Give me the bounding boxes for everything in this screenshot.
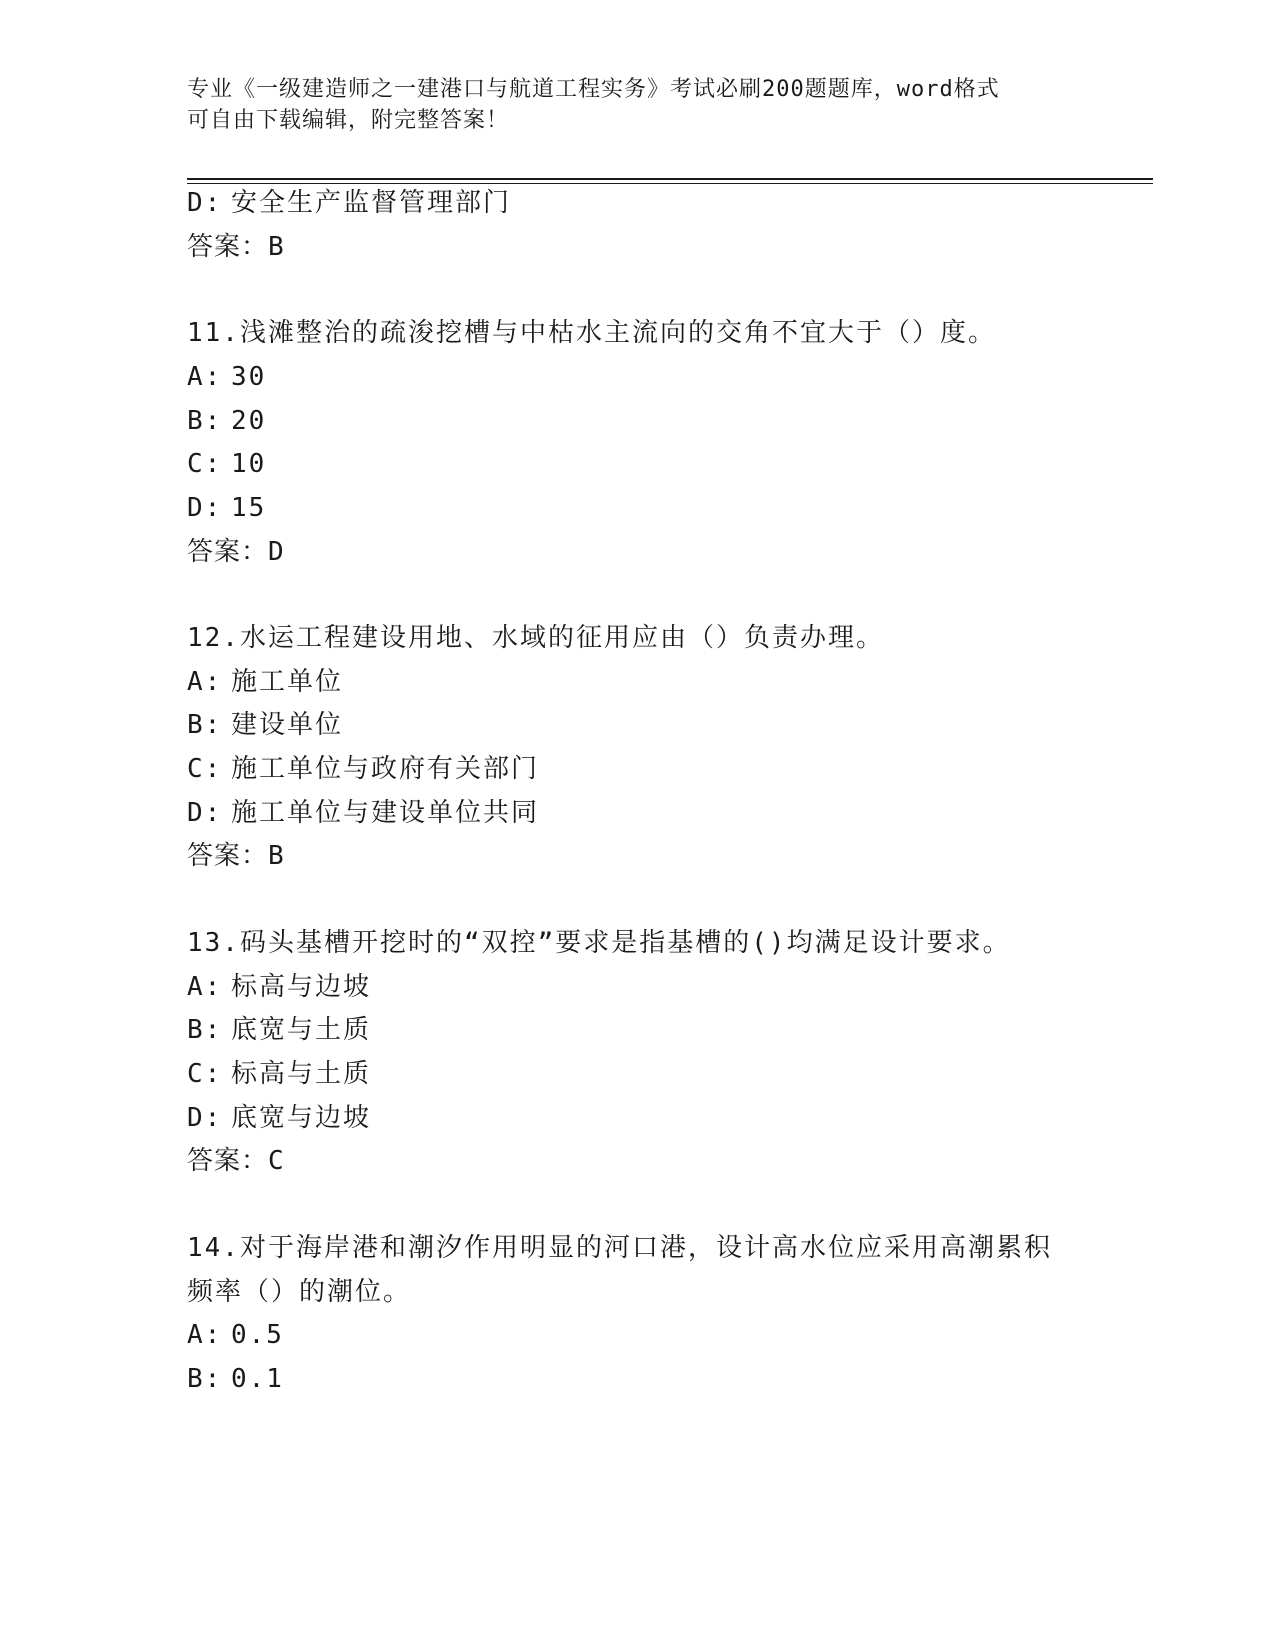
- question-11-stem: 11.浅滩整治的疏浚挖槽与中枯水主流向的交角不宜大于（）度。: [187, 318, 996, 348]
- option-key: D:: [187, 188, 223, 218]
- question-11-option-d: [187, 491, 266, 525]
- option-key: A:: [187, 667, 223, 697]
- question-14-stem-line-1: 14.对于海岸港和潮汐作用明显的河口港，设计高水位应采用高潮累积: [187, 1233, 1052, 1263]
- option-text: 安全生产监督管理部门: [231, 188, 512, 218]
- option-key: C:: [187, 754, 223, 784]
- option-text: 底宽与边坡: [231, 1103, 372, 1133]
- option-text: 底宽与土质: [231, 1015, 372, 1045]
- option-key: C:: [187, 449, 223, 479]
- question-12-option-d: [187, 796, 539, 830]
- option-text: 标高与土质: [231, 1059, 372, 1089]
- option-key: D:: [187, 798, 223, 828]
- prev-option-d: [187, 186, 511, 220]
- option-key: D:: [187, 493, 223, 523]
- question-11-answer: 答案：D: [187, 537, 285, 567]
- option-text: 建设单位: [231, 710, 344, 740]
- question-13-stem: 13.码头基槽开挖时的“双控”要求是指基槽的()均满足设计要求。: [187, 928, 1011, 958]
- question-12-option-c: [187, 752, 539, 786]
- option-text: 10: [231, 449, 267, 479]
- question-12-option-b: [187, 708, 343, 742]
- option-key: A:: [187, 1320, 223, 1350]
- option-key: A:: [187, 362, 223, 392]
- option-text: 0.1: [231, 1364, 284, 1394]
- option-key: B:: [187, 1015, 223, 1045]
- option-key: A:: [187, 972, 223, 1002]
- option-text: 20: [231, 406, 267, 436]
- option-key: C:: [187, 1059, 223, 1089]
- header-line-2: 可自由下载编辑，附完整答案！: [187, 108, 510, 133]
- header-line-1: 专业《一级建造师之一建港口与航道工程实务》考试必刷200题题库，word格式: [187, 77, 1000, 102]
- question-14-option-a: [187, 1318, 284, 1352]
- option-text: 施工单位: [231, 667, 344, 697]
- question-11-option-b: [187, 404, 266, 438]
- prev-answer: 答案：B: [187, 232, 285, 262]
- option-key: B:: [187, 1364, 223, 1394]
- question-12-answer: 答案：B: [187, 841, 285, 871]
- question-12-option-a: [187, 665, 343, 699]
- option-text: 施工单位与建设单位共同: [231, 798, 540, 828]
- document-header: [187, 74, 1087, 136]
- question-12-stem: 12.水运工程建设用地、水域的征用应由（）负责办理。: [187, 623, 884, 653]
- option-text: 15: [231, 493, 267, 523]
- option-key: B:: [187, 710, 223, 740]
- question-14-stem-line-2: 频率（）的潮位。: [187, 1277, 412, 1307]
- header-divider-thick: [187, 178, 1153, 180]
- question-13-option-b: [187, 1013, 371, 1047]
- option-text: 30: [231, 362, 267, 392]
- question-11-option-c: [187, 447, 266, 481]
- option-text: 标高与边坡: [231, 972, 372, 1002]
- option-key: D:: [187, 1103, 223, 1133]
- question-14-option-b: [187, 1362, 284, 1396]
- question-13-answer: 答案：C: [187, 1146, 285, 1176]
- question-13-option-c: [187, 1057, 371, 1091]
- header-divider-thin: [187, 183, 1153, 184]
- question-13-option-a: [187, 970, 371, 1004]
- option-text: 施工单位与政府有关部门: [231, 754, 540, 784]
- question-11-option-a: [187, 360, 266, 394]
- option-key: B:: [187, 406, 223, 436]
- question-13-option-d: [187, 1101, 371, 1135]
- option-text: 0.5: [231, 1320, 284, 1350]
